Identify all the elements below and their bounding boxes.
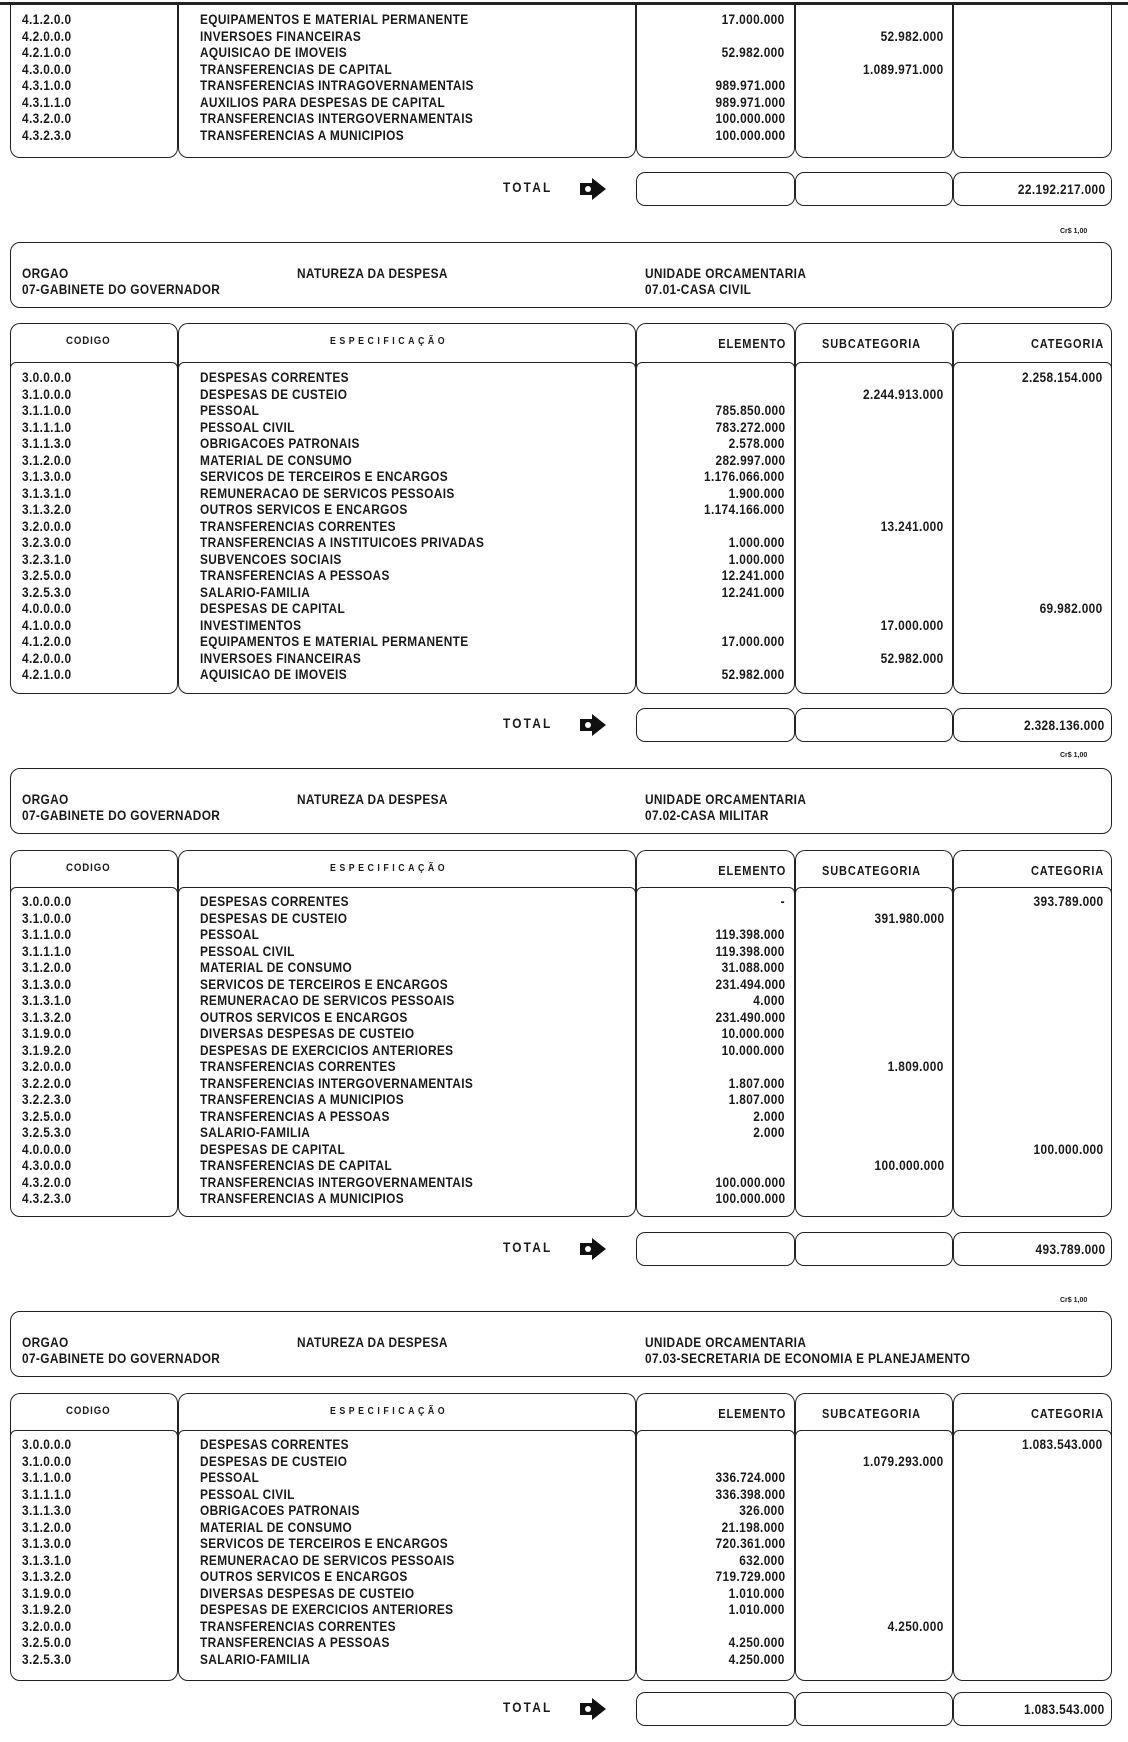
- column-header-categoria: CATEGORIA: [1030, 864, 1104, 878]
- row-especificacao: PESSOAL: [200, 1470, 260, 1485]
- row-especificacao: TRANSFERENCIAS A INSTITUICOES PRIVADAS: [200, 535, 485, 550]
- row-code: 3.1.3.0.0: [22, 469, 72, 484]
- natureza-label: NATUREZA DA DESPESA: [297, 266, 448, 281]
- total-cell: [795, 1232, 953, 1266]
- table-body-column: [953, 362, 1112, 694]
- row-especificacao: DIVERSAS DESPESAS DE CUSTEIO: [200, 1585, 415, 1601]
- row-code: 3.1.0.0.0: [22, 910, 72, 926]
- row-especificacao: DESPESAS DE EXERCICIOS ANTERIORES: [200, 1602, 454, 1617]
- row-code: 3.2.2.3.0: [22, 1092, 72, 1107]
- row-elemento: 1.807.000: [728, 1092, 785, 1107]
- row-code: 3.1.9.0.0: [22, 1585, 72, 1601]
- row-especificacao: DESPESAS DE CUSTEIO: [200, 386, 348, 402]
- row-code: 3.2.5.3.0: [22, 1125, 72, 1140]
- row-especificacao: REMUNERACAO DE SERVICOS PESSOAIS: [200, 993, 455, 1008]
- row-code: 3.1.1.1.0: [22, 943, 72, 959]
- row-especificacao: TRANSFERENCIAS DE CAPITAL: [200, 61, 393, 77]
- row-especificacao: TRANSFERENCIAS CORRENTES: [200, 1618, 396, 1634]
- row-especificacao: DESPESAS DE CUSTEIO: [200, 910, 348, 926]
- row-elemento: 719.729.000: [715, 1569, 785, 1584]
- table-body-column: [953, 4, 1112, 158]
- row-elemento: 2.578.000: [728, 436, 785, 451]
- column-header-subcategoria: SUBCATEGORIA: [822, 1407, 921, 1421]
- row-especificacao: DESPESAS DE EXERCICIOS ANTERIORES: [200, 1042, 454, 1058]
- table-body-column: [795, 4, 953, 158]
- row-subcategoria: 17.000.000: [881, 617, 944, 633]
- row-elemento: 21.198.000: [722, 1519, 785, 1535]
- row-code: 4.3.1.0.0: [22, 78, 72, 93]
- row-elemento: 231.490.000: [715, 1009, 785, 1025]
- row-code: 3.1.3.2.0: [22, 1009, 72, 1025]
- row-code: 4.3.2.3.0: [22, 1191, 72, 1206]
- row-code: 3.2.3.0.0: [22, 535, 72, 550]
- row-code: 4.2.0.0.0: [22, 28, 72, 44]
- row-categoria: 393.789.000: [1033, 894, 1103, 909]
- total-cell: [636, 1232, 795, 1266]
- row-especificacao: OBRIGACOES PATRONAIS: [200, 1503, 360, 1518]
- row-especificacao: MATERIAL DE CONSUMO: [200, 452, 353, 468]
- row-elemento: 119.398.000: [715, 943, 785, 959]
- row-code: 3.2.0.0.0: [22, 1059, 72, 1074]
- row-code: 3.1.3.1.0: [22, 485, 72, 501]
- column-header-elemento: ELEMENTO: [718, 1407, 786, 1421]
- row-elemento: 12.241.000: [722, 584, 785, 600]
- row-elemento: 100.000.000: [715, 111, 785, 126]
- row-elemento: 336.724.000: [715, 1470, 785, 1485]
- row-elemento: 4.250.000: [728, 1635, 785, 1650]
- row-elemento: 785.850.000: [715, 403, 785, 418]
- row-especificacao: OUTROS SERVICOS E ENCARGOS: [200, 1569, 408, 1584]
- row-code: 4.1.2.0.0: [22, 634, 72, 649]
- currency-unit: Cr$ 1,00: [1060, 228, 1088, 235]
- row-code: 3.1.2.0.0: [22, 960, 72, 975]
- row-code: 3.1.9.2.0: [22, 1042, 72, 1058]
- row-code: 3.1.0.0.0: [22, 386, 72, 402]
- total-label: TOTAL: [503, 716, 553, 731]
- row-especificacao: PESSOAL CIVIL: [200, 419, 295, 435]
- row-especificacao: REMUNERACAO DE SERVICOS PESSOAIS: [200, 1552, 455, 1568]
- row-code: 4.3.2.0.0: [22, 1174, 72, 1190]
- orgao-label: ORGAO: [22, 1335, 69, 1350]
- total-label: TOTAL: [503, 1700, 553, 1715]
- row-code: 3.1.1.3.0: [22, 1503, 72, 1518]
- row-elemento: 100.000.000: [715, 127, 785, 143]
- row-code: 4.2.1.0.0: [22, 667, 72, 682]
- row-elemento: 119.398.000: [715, 927, 785, 942]
- row-code: 3.2.5.3.0: [22, 1651, 72, 1667]
- row-especificacao: SERVICOS DE TERCEIROS E ENCARGOS: [200, 469, 449, 484]
- row-code: 4.1.0.0.0: [22, 617, 72, 633]
- row-code: 3.1.2.0.0: [22, 452, 72, 468]
- row-especificacao: TRANSFERENCIAS A MUNICIPIOS: [200, 127, 404, 143]
- orgao-value: 07-GABINETE DO GOVERNADOR: [22, 282, 221, 297]
- row-especificacao: TRANSFERENCIAS INTRAGOVERNAMENTAIS: [200, 78, 474, 93]
- row-code: 4.2.1.0.0: [22, 45, 72, 60]
- column-header-subcategoria: SUBCATEGORIA: [822, 337, 921, 351]
- row-code: 3.1.1.1.0: [22, 1486, 72, 1502]
- row-especificacao: EQUIPAMENTOS E MATERIAL PERMANENTE: [200, 634, 469, 649]
- row-especificacao: DESPESAS CORRENTES: [200, 894, 349, 909]
- row-code: 3.1.3.1.0: [22, 1552, 72, 1568]
- total-arrow-icon: [578, 177, 608, 199]
- row-elemento: 2.000: [753, 1108, 785, 1124]
- unidade-label: UNIDADE ORCAMENTARIA: [645, 266, 807, 281]
- row-elemento: 100.000.000: [715, 1191, 785, 1206]
- row-especificacao: TRANSFERENCIAS A PESSOAS: [200, 1108, 390, 1124]
- row-code: 4.3.2.3.0: [22, 127, 72, 143]
- row-code: 4.1.2.0.0: [22, 12, 72, 27]
- row-subcategoria: 1.089.971.000: [863, 61, 944, 77]
- row-elemento: 1.010.000: [728, 1602, 785, 1617]
- row-elemento: 1.000.000: [728, 551, 785, 567]
- row-elemento: 632.000: [739, 1552, 785, 1568]
- row-especificacao: TRANSFERENCIAS CORRENTES: [200, 1059, 396, 1074]
- row-elemento: 100.000.000: [715, 1174, 785, 1190]
- row-especificacao: TRANSFERENCIAS CORRENTES: [200, 518, 396, 534]
- row-code: 3.2.3.1.0: [22, 551, 72, 567]
- column-header-especificacao: ESPECIFICAÇÃO: [330, 1406, 449, 1417]
- currency-unit: Cr$ 1,00: [1060, 752, 1088, 759]
- row-elemento: 10.000.000: [722, 1026, 785, 1041]
- row-code: 3.0.0.0.0: [22, 370, 72, 385]
- row-elemento: 989.971.000: [715, 78, 785, 93]
- row-especificacao: SALARIO-FAMILIA: [200, 1651, 311, 1667]
- row-code: 3.2.0.0.0: [22, 518, 72, 534]
- row-code: 3.2.0.0.0: [22, 1618, 72, 1634]
- row-elemento: 989.971.000: [715, 94, 785, 110]
- column-header-codigo: CODIGO: [66, 1405, 111, 1417]
- row-especificacao: REMUNERACAO DE SERVICOS PESSOAIS: [200, 485, 455, 501]
- row-especificacao: DESPESAS CORRENTES: [200, 1437, 349, 1452]
- row-especificacao: TRANSFERENCIAS DE CAPITAL: [200, 1158, 393, 1173]
- row-elemento: 326.000: [739, 1503, 785, 1518]
- row-code: 3.1.9.2.0: [22, 1602, 72, 1617]
- row-especificacao: SALARIO-FAMILIA: [200, 1125, 311, 1140]
- row-especificacao: EQUIPAMENTOS E MATERIAL PERMANENTE: [200, 12, 469, 27]
- row-elemento: 31.088.000: [722, 960, 785, 975]
- row-elemento: 12.241.000: [722, 568, 785, 583]
- row-especificacao: INVERSOES FINANCEIRAS: [200, 28, 362, 44]
- row-code: 4.2.0.0.0: [22, 650, 72, 666]
- row-elemento: 1.174.166.000: [704, 502, 785, 517]
- row-code: 3.1.3.1.0: [22, 993, 72, 1008]
- row-especificacao: OBRIGACOES PATRONAIS: [200, 436, 360, 451]
- total-cell: [795, 708, 953, 742]
- total-arrow-icon: [578, 713, 608, 735]
- unidade-value: 07.03-SECRETARIA DE ECONOMIA E PLANEJAMENTO: [645, 1351, 971, 1366]
- row-categoria: 2.258.154.000: [1022, 370, 1103, 385]
- total-arrow-icon: [578, 1237, 608, 1259]
- row-elemento: 52.982.000: [722, 45, 785, 60]
- unidade-label: UNIDADE ORCAMENTARIA: [645, 792, 807, 807]
- row-subcategoria: 13.241.000: [881, 518, 944, 534]
- row-elemento: -: [780, 894, 785, 909]
- row-code: 4.3.0.0.0: [22, 1158, 72, 1173]
- row-code: 3.1.1.0.0: [22, 1470, 72, 1485]
- row-code: 3.1.3.0.0: [22, 976, 72, 992]
- row-especificacao: TRANSFERENCIAS INTERGOVERNAMENTAIS: [200, 111, 474, 126]
- column-header-categoria: CATEGORIA: [1030, 337, 1104, 351]
- row-subcategoria: 52.982.000: [881, 650, 944, 666]
- column-header-elemento: ELEMENTO: [718, 337, 786, 351]
- row-categoria: 69.982.000: [1040, 601, 1103, 616]
- row-subcategoria: 2.244.913.000: [863, 386, 944, 402]
- row-code: 4.3.1.1.0: [22, 94, 72, 110]
- row-elemento: 17.000.000: [722, 12, 785, 27]
- orgao-value: 07-GABINETE DO GOVERNADOR: [22, 1351, 221, 1366]
- total-cell: [636, 172, 795, 206]
- row-especificacao: TRANSFERENCIAS A MUNICIPIOS: [200, 1092, 404, 1107]
- row-especificacao: DESPESAS DE CAPITAL: [200, 601, 346, 616]
- table-body-column: [953, 887, 1112, 1217]
- total-value: 493.789.000: [1035, 1242, 1105, 1257]
- row-especificacao: TRANSFERENCIAS A PESSOAS: [200, 1635, 390, 1650]
- row-code: 3.1.1.0.0: [22, 927, 72, 942]
- row-especificacao: TRANSFERENCIAS A MUNICIPIOS: [200, 1191, 404, 1206]
- column-header-subcategoria: SUBCATEGORIA: [822, 864, 921, 878]
- row-code: 3.1.0.0.0: [22, 1453, 72, 1469]
- row-code: 3.0.0.0.0: [22, 894, 72, 909]
- unidade-value: 07.02-CASA MILITAR: [645, 808, 769, 823]
- column-header-codigo: CODIGO: [66, 862, 111, 874]
- table-body-column: [953, 1430, 1112, 1681]
- row-code: 3.1.1.0.0: [22, 403, 72, 418]
- row-elemento: 1.807.000: [728, 1075, 785, 1091]
- row-especificacao: AQUISICAO DE IMOVEIS: [200, 45, 347, 60]
- row-elemento: 720.361.000: [715, 1536, 785, 1551]
- column-header-elemento: ELEMENTO: [718, 864, 786, 878]
- row-elemento: 52.982.000: [722, 667, 785, 682]
- row-elemento: 1.010.000: [728, 1585, 785, 1601]
- total-cell: [636, 708, 795, 742]
- total-arrow-icon: [578, 1697, 608, 1719]
- row-especificacao: TRANSFERENCIAS INTERGOVERNAMENTAIS: [200, 1174, 474, 1190]
- row-elemento: 336.398.000: [715, 1486, 785, 1502]
- row-especificacao: DESPESAS DE CUSTEIO: [200, 1453, 348, 1469]
- row-especificacao: SUBVENCOES SOCIAIS: [200, 551, 342, 567]
- row-especificacao: MATERIAL DE CONSUMO: [200, 1519, 353, 1535]
- currency-unit: Cr$ 1,00: [1060, 1297, 1088, 1304]
- row-especificacao: AQUISICAO DE IMOVEIS: [200, 667, 347, 682]
- row-subcategoria: 391.980.000: [874, 910, 944, 926]
- natureza-label: NATUREZA DA DESPESA: [297, 1335, 448, 1350]
- total-value: 2.328.136.000: [1024, 718, 1105, 733]
- row-especificacao: DIVERSAS DESPESAS DE CUSTEIO: [200, 1026, 415, 1041]
- row-code: 4.0.0.0.0: [22, 1141, 72, 1157]
- row-subcategoria: 1.079.293.000: [863, 1453, 944, 1469]
- unidade-value: 07.01-CASA CIVIL: [645, 282, 752, 297]
- row-especificacao: INVERSOES FINANCEIRAS: [200, 650, 362, 666]
- row-elemento: 17.000.000: [722, 634, 785, 649]
- row-especificacao: SALARIO-FAMILIA: [200, 584, 311, 600]
- row-especificacao: DESPESAS CORRENTES: [200, 370, 349, 385]
- section-header-box: [10, 768, 1112, 834]
- natureza-label: NATUREZA DA DESPESA: [297, 792, 448, 807]
- row-especificacao: PESSOAL: [200, 403, 260, 418]
- section-header-box: [10, 242, 1112, 308]
- row-especificacao: PESSOAL CIVIL: [200, 943, 295, 959]
- row-especificacao: DESPESAS DE CAPITAL: [200, 1141, 346, 1157]
- row-code: 4.3.0.0.0: [22, 61, 72, 77]
- row-subcategoria: 100.000.000: [874, 1158, 944, 1173]
- row-elemento: 1.900.000: [728, 485, 785, 501]
- total-label: TOTAL: [503, 180, 553, 195]
- column-header-especificacao: ESPECIFICAÇÃO: [330, 863, 449, 874]
- column-header-categoria: CATEGORIA: [1030, 1407, 1104, 1421]
- total-value: 22.192.217.000: [1017, 182, 1105, 197]
- row-code: 3.1.3.2.0: [22, 502, 72, 517]
- total-cell: [795, 172, 953, 206]
- orgao-label: ORGAO: [22, 266, 69, 281]
- row-categoria: 100.000.000: [1033, 1141, 1103, 1157]
- row-code: 4.3.2.0.0: [22, 111, 72, 126]
- row-subcategoria: 52.982.000: [881, 28, 944, 44]
- row-subcategoria: 4.250.000: [887, 1618, 944, 1634]
- row-especificacao: TRANSFERENCIAS A PESSOAS: [200, 568, 390, 583]
- row-categoria: 1.083.543.000: [1022, 1437, 1103, 1452]
- row-especificacao: PESSOAL: [200, 927, 260, 942]
- row-code: 3.1.3.0.0: [22, 1536, 72, 1551]
- row-code: 3.2.5.0.0: [22, 1108, 72, 1124]
- row-code: 3.2.5.0.0: [22, 1635, 72, 1650]
- row-elemento: 1.176.066.000: [704, 469, 785, 484]
- row-elemento: 4.250.000: [728, 1651, 785, 1667]
- section-header-box: [10, 1311, 1112, 1377]
- row-elemento: 282.997.000: [715, 452, 785, 468]
- row-elemento: 1.000.000: [728, 535, 785, 550]
- row-especificacao: INVESTIMENTOS: [200, 617, 302, 633]
- unidade-label: UNIDADE ORCAMENTARIA: [645, 1335, 807, 1350]
- row-especificacao: PESSOAL CIVIL: [200, 1486, 295, 1502]
- row-elemento: 2.000: [753, 1125, 785, 1140]
- column-header-especificacao: ESPECIFICAÇÃO: [330, 336, 449, 347]
- row-code: 3.1.2.0.0: [22, 1519, 72, 1535]
- row-elemento: 4.000: [753, 993, 785, 1008]
- row-elemento: 10.000.000: [722, 1042, 785, 1058]
- row-code: 3.2.5.0.0: [22, 568, 72, 583]
- row-code: 3.2.5.3.0: [22, 584, 72, 600]
- row-subcategoria: 1.809.000: [887, 1059, 944, 1074]
- row-especificacao: TRANSFERENCIAS INTERGOVERNAMENTAIS: [200, 1075, 474, 1091]
- row-code: 3.0.0.0.0: [22, 1437, 72, 1452]
- row-code: 4.0.0.0.0: [22, 601, 72, 616]
- total-cell: [636, 1692, 795, 1726]
- row-especificacao: SERVICOS DE TERCEIROS E ENCARGOS: [200, 976, 449, 992]
- row-especificacao: AUXILIOS PARA DESPESAS DE CAPITAL: [200, 94, 446, 110]
- orgao-value: 07-GABINETE DO GOVERNADOR: [22, 808, 221, 823]
- row-code: 3.2.2.0.0: [22, 1075, 72, 1091]
- row-code: 3.1.9.0.0: [22, 1026, 72, 1041]
- row-especificacao: SERVICOS DE TERCEIROS E ENCARGOS: [200, 1536, 449, 1551]
- total-cell: [795, 1692, 953, 1726]
- row-especificacao: OUTROS SERVICOS E ENCARGOS: [200, 502, 408, 517]
- row-code: 3.1.3.2.0: [22, 1569, 72, 1584]
- row-especificacao: OUTROS SERVICOS E ENCARGOS: [200, 1009, 408, 1025]
- total-value: 1.083.543.000: [1024, 1702, 1105, 1717]
- row-code: 3.1.1.1.0: [22, 419, 72, 435]
- row-especificacao: MATERIAL DE CONSUMO: [200, 960, 353, 975]
- row-elemento: 783.272.000: [715, 419, 785, 435]
- row-code: 3.1.1.3.0: [22, 436, 72, 451]
- column-header-codigo: CODIGO: [66, 335, 111, 347]
- row-elemento: 231.494.000: [715, 976, 785, 992]
- total-label: TOTAL: [503, 1240, 553, 1255]
- orgao-label: ORGAO: [22, 792, 69, 807]
